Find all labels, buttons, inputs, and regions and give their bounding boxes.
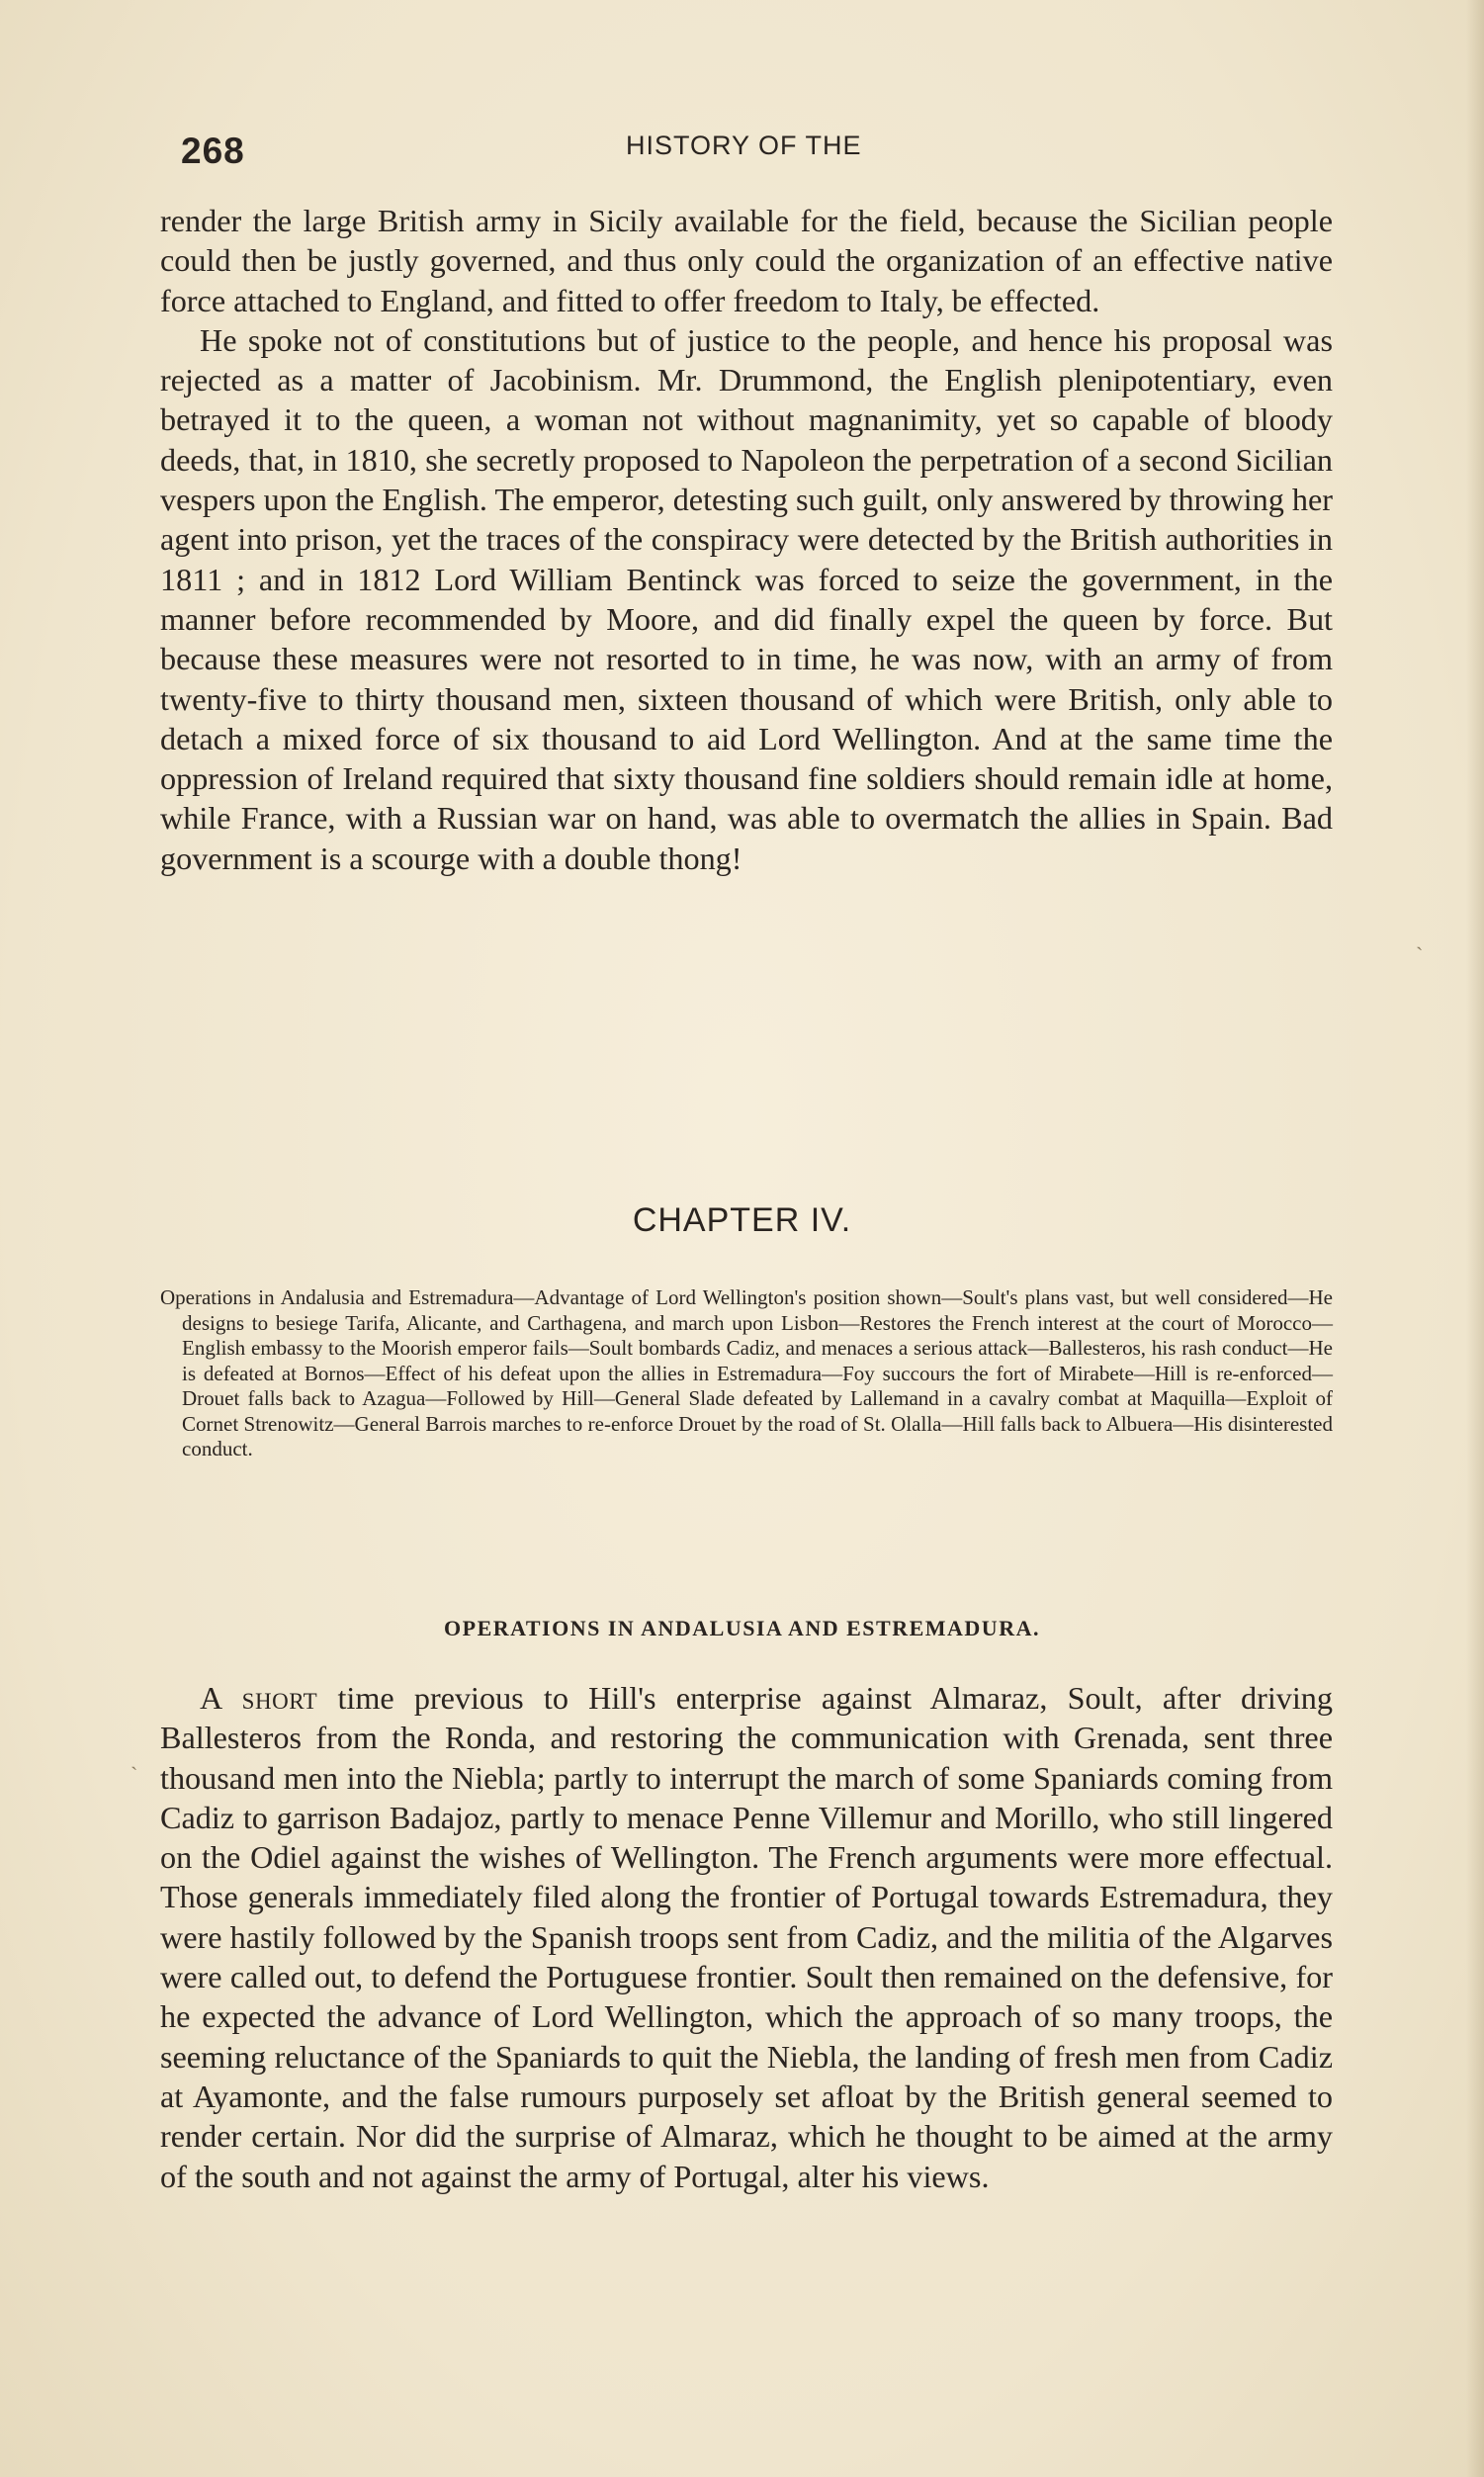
chapter-synopsis: Operations in Andalusia and Estremadura—Advantage of Lord Wellington's position shown—Soult's plans vast, but well considered—He designs to besiege Tarifa, Alicante, and Carthagena, and march upon Lisbon—Restores the French interest at the court of Morocco—English embassy to the Moorish emperor fails—Soult bombards Cadiz, and menaces a serious attack—Ballesteros, his rash conduct—He is defeated at Bornos—Effect of his defeat upon the allies in Estremadura—Foy succours the fort of Mirabete—Hill is re-enforced—Drouet falls back to Azagua—Followed by Hill—General Slade defeated by Lallemand in a cavalry combat at Maquilla—Exploit of Cornet Strenowitz—General Barrois marches to re-enforce Drouet by the road of St. Olalla—Hill falls back to Albuera—His disinterested conduct.: [160, 1285, 1333, 1460]
section-paragraph: [160, 1678, 1333, 2196]
body-text-section: [160, 1678, 1333, 2196]
margin-mark: ˏ: [131, 1745, 138, 1770]
body-text-top: [160, 201, 1333, 878]
section-heading: OPERATIONS IN ANDALUSIA AND ESTREMADURA.: [444, 1616, 1040, 1640]
page-header: [181, 127, 1328, 176]
page-number: 268: [181, 131, 245, 171]
opening-words: A short: [200, 1680, 318, 1716]
paragraph-continued: render the large British army in Sicily available for the field, because the Sicilian people could then be justly governed, and thus only could the organization of an effective native force attached to England, and fitted to offer freedom to Italy, be effected.: [160, 203, 1333, 318]
chapter-title: CHAPTER IV.: [632, 1201, 852, 1239]
running-head: HISTORY OF THE: [626, 131, 862, 160]
margin-mark: ˎ: [1416, 926, 1424, 950]
section-paragraph-text: time previous to Hill's enterprise against Almaraz, Soult, after driving Ballesteros from the Ronda, and restoring the communication with Grenada, sent three thousand men into the Niebla; partly to interrupt the march of some Spaniards coming from Cadiz to garrison Badajoz, partly to menace Penne Villemur and Morillo, who still lingered on the Odiel against the wishes of Wellington. The French arguments were more effectual. Those generals immediately filed along the frontier of Portugal towards Estremadura, they were hastily followed by the Spanish troops sent from Cadiz, and the militia of the Algarves were called out, to defend the Portuguese frontier. Soult then remained on the defensive, for he expected the advance of Lord Wellington, which the approach of so many troops, the seeming reluctance of the Spaniards to quit the Niebla, the landing of fresh men from Cadiz at Ayamonte, and the false rumours purposely set afloat by the British general seemed to render certain. Nor did the surprise of Almaraz, which he thought to be aimed at the army of the south and not against the army of Portugal, alter his views.: [160, 1680, 1333, 2194]
paragraph: He spoke not of constitutions but of justice to the people, and hence his proposal was rejected as a matter of Jacobinism. Mr. Drummond, the English plenipotentiary, even betrayed it to the queen, a woman not without magnanimity, yet so capable of bloody deeds, that, in 1810, she secretly proposed to Napoleon the perpetration of a second Sicilian vespers upon the English. The emperor, detesting such guilt, only answered by throwing her agent into prison, yet the traces of the conspiracy were detected by the British authorities in 1811 ; and in 1812 Lord William Bentinck was forced to seize the government, in the manner before recommended by Moore, and did finally expel the queen by force. But because these measures were not resorted to in time, he was now, with an army of from twenty-five to thirty thousand men, sixteen thousand of which were British, only able to detach a mixed force of six thousand to aid Lord Wellington. And at the same time the oppression of Ireland required that sixty thousand fine soldiers should remain idle at home, while France, with a Russian war on hand, was able to overmatch the allies in Spain. Bad government is a scourge with a double thong!: [160, 321, 1333, 876]
